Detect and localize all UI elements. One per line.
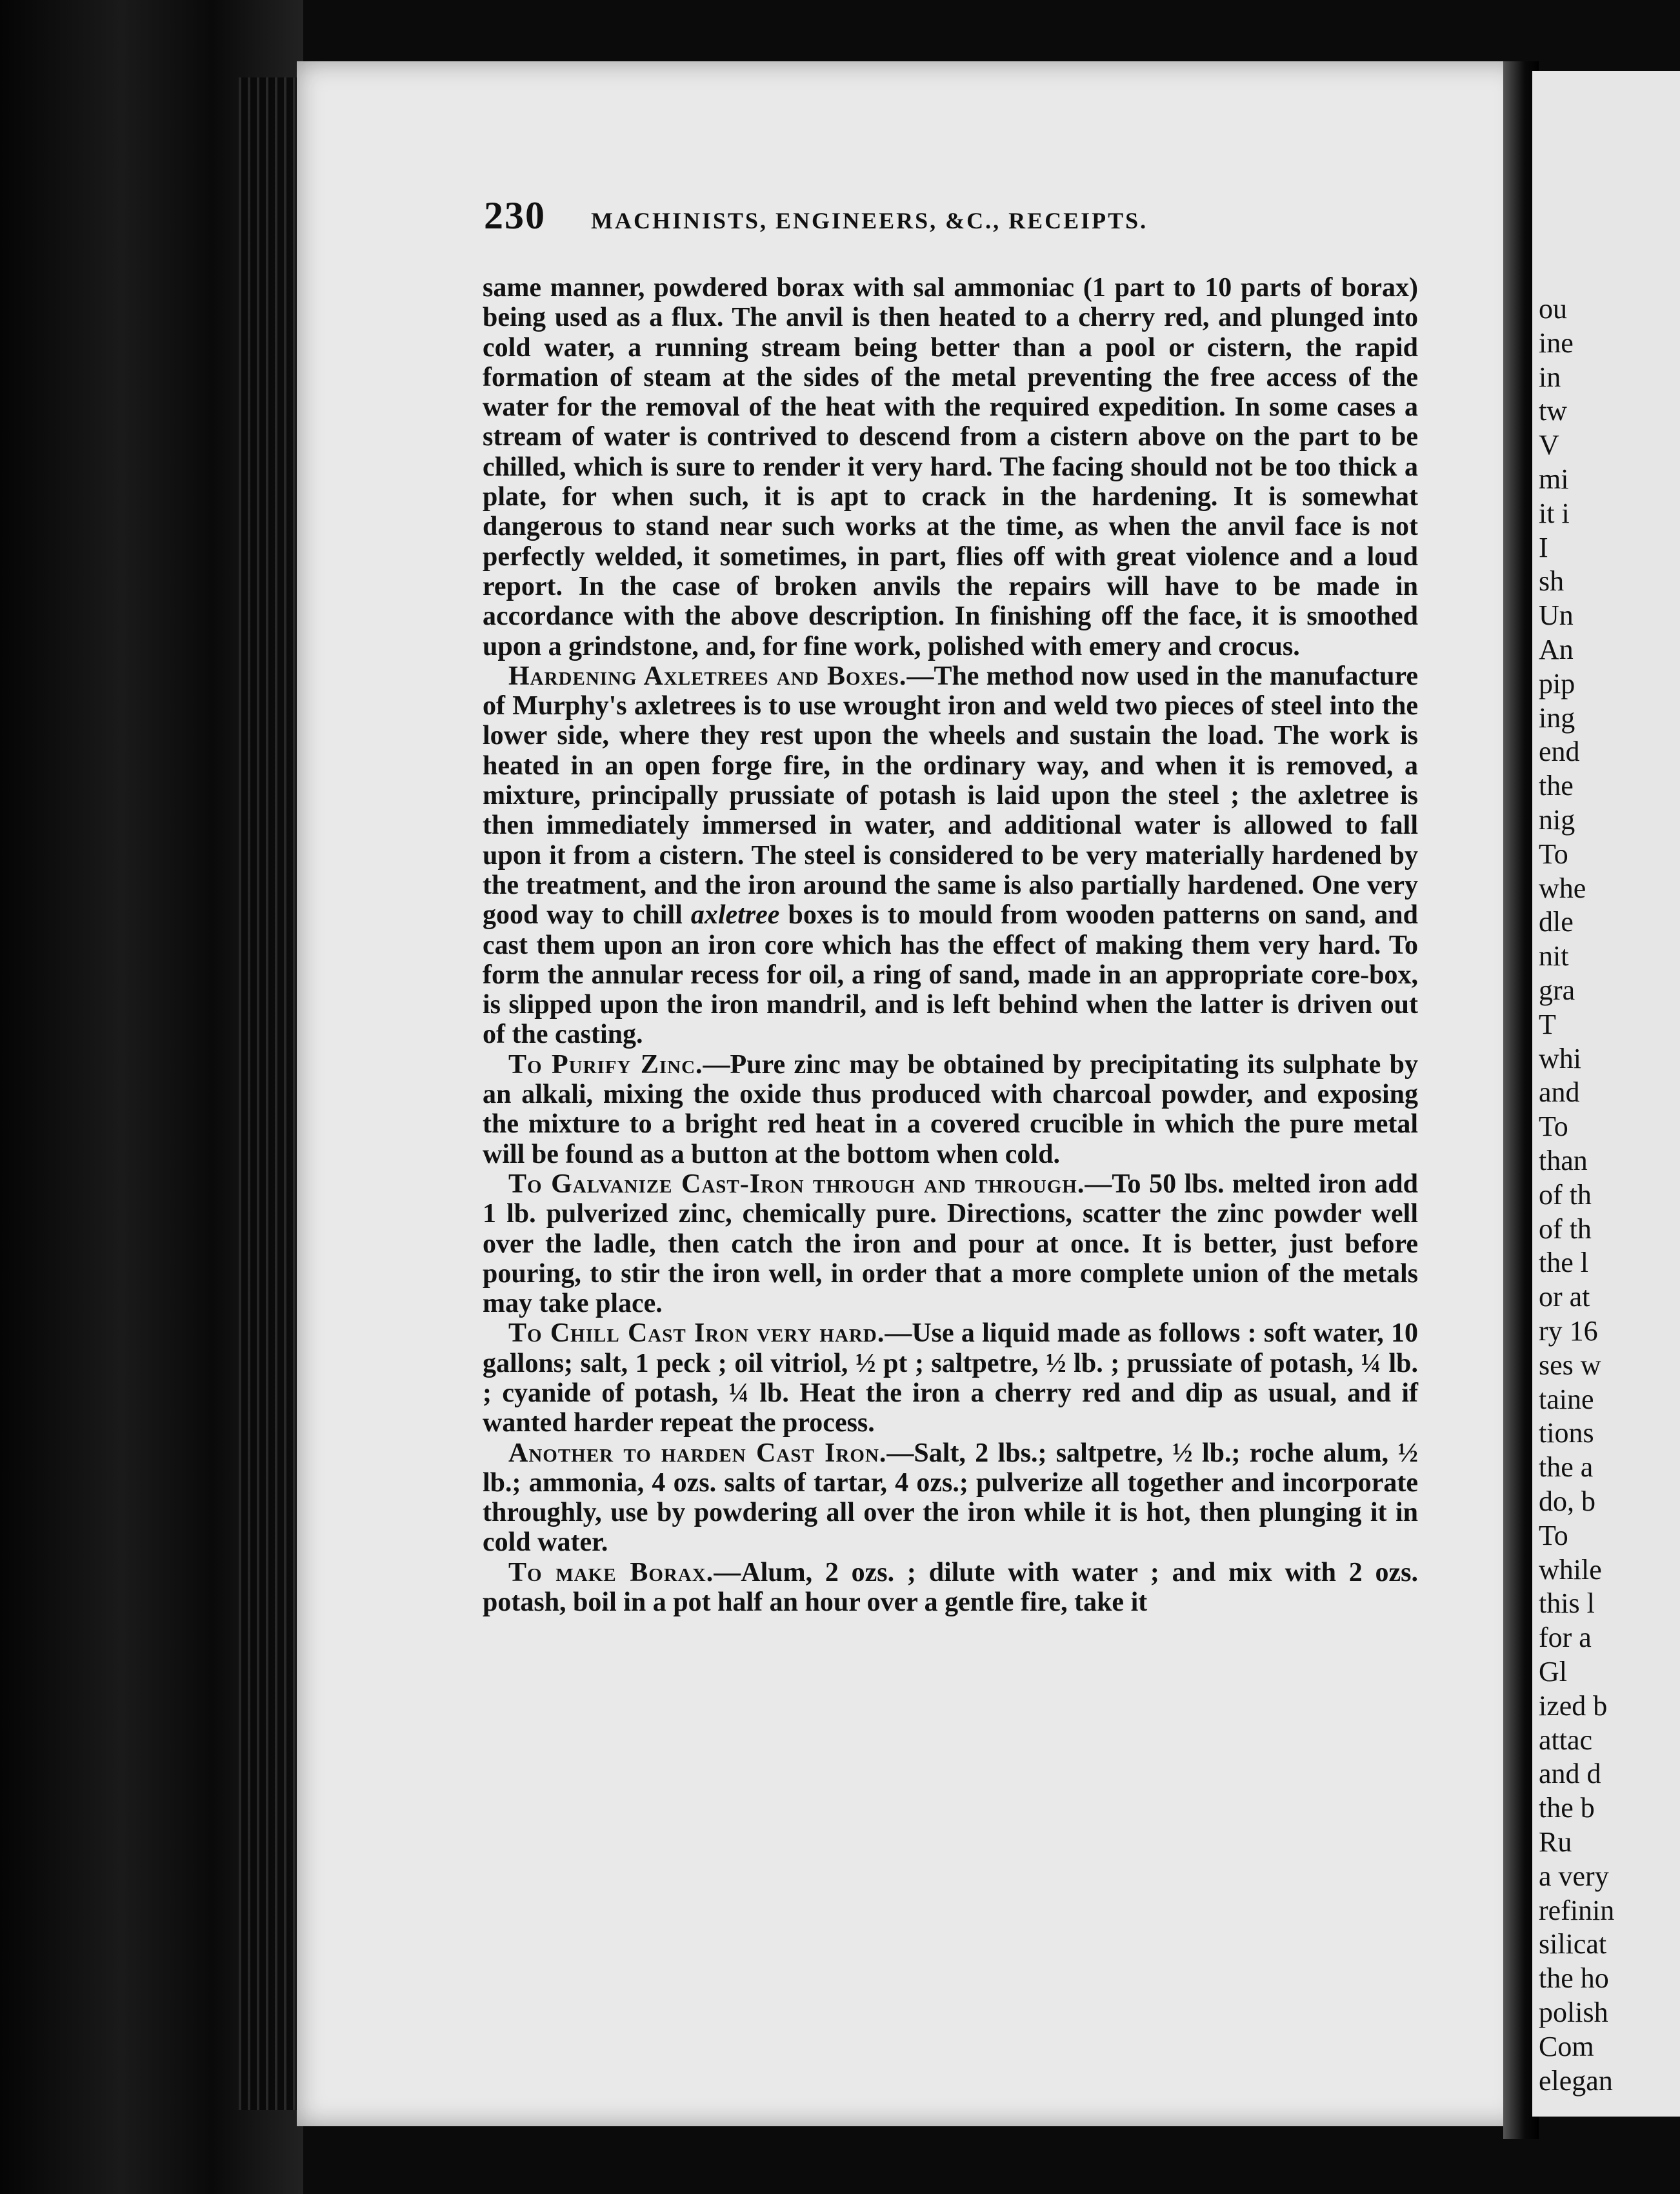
facing-page-fragment: ing — [1539, 701, 1575, 734]
facing-page-fragment: attac — [1539, 1724, 1593, 1756]
page-body — [483, 273, 1418, 1617]
paragraph-anvil-continued — [483, 273, 1418, 661]
paragraph-hardening-axletrees — [483, 661, 1418, 1050]
facing-page-fragment: ized b — [1539, 1689, 1608, 1722]
facing-page-fragment: or at — [1539, 1281, 1590, 1313]
facing-page-fragment: while — [1539, 1553, 1602, 1585]
facing-page-fragment: tions — [1539, 1417, 1594, 1449]
facing-page-fragment: of th — [1539, 1178, 1592, 1211]
facing-page-fragment: polish — [1539, 1997, 1608, 2028]
section-heading: Another to harden Cast Iron. — [508, 1438, 887, 1468]
facing-page-fragment: it i — [1539, 497, 1570, 529]
running-head: MACHINISTS, ENGINEERS, &C., RECEIPTS. — [591, 208, 1148, 234]
facing-page-fragment: ses w — [1539, 1349, 1601, 1381]
facing-page-fragment: and d — [1539, 1758, 1601, 1790]
facing-page-fragment: nit — [1539, 940, 1569, 972]
paragraph-make-borax — [483, 1558, 1418, 1618]
section-heading: To Purify Zinc. — [508, 1049, 703, 1080]
paragraph-text: —Salt, 2 lbs.; saltpetre, ½ lb.; roche alum, ½ lb.; ammonia, 4 ozs. salts of tartar, 4 ozs.; pulverize all together and incorporate throughly, use by powdering all over the iron while it is hot, then plunging it in cold water. — [483, 1438, 1418, 1558]
paragraph-text: same manner, powdered borax with sal ammoniac (1 part to 10 parts of borax) being used as a flux. The anvil is then heated to a cherry red, and plunged into cold water, a running stream being better than a pool or cistern, the rapid formation of steam at the sides of the metal preventing the free access of the water for the removal of the heat with the required expedition. In some cases a stream of water is contrived to descend from a cistern above on the part to be chilled, which is sure to render it very hard. The facing should not be too thick a plate, for when such, it is apt to crack in the hardening. It is somewhat dangerous to stand near such works at the time, as when the anvil face is not perfectly welded, it sometimes, in part, flies off with great violence and a loud report. In the case of broken anvils the repairs will have to be made in accordance with the above description. In finishing off the face, it is smoothed upon a grindstone, and, for fine work, polished with emery and crocus. — [483, 273, 1418, 661]
facing-page-fragment: this l — [1539, 1587, 1595, 1620]
facing-page-fragment: the a — [1539, 1451, 1594, 1484]
facing-page-fragment: mi — [1539, 463, 1569, 495]
facing-page-fragment: To — [1539, 1111, 1568, 1143]
paragraph-galvanize-cast-iron — [483, 1169, 1418, 1318]
facing-page-fragment: gra — [1539, 974, 1575, 1006]
facing-page-fragment: the — [1539, 770, 1574, 802]
facing-page-fragment: and — [1539, 1076, 1580, 1109]
facing-page-fragment: a very — [1539, 1860, 1609, 1892]
facing-page-fragment: whi — [1539, 1042, 1581, 1074]
italic-term: axletree — [690, 900, 780, 931]
paragraph-purify-zinc — [483, 1050, 1418, 1169]
section-heading: To Galvanize Cast-Iron through and through. — [508, 1169, 1085, 1199]
facing-page-fragment: Ru — [1539, 1826, 1572, 1858]
facing-page-fragment: ou — [1539, 293, 1567, 325]
facing-page-fragment: sh — [1539, 565, 1565, 598]
facing-page-fragment: refinin — [1539, 1894, 1615, 1926]
facing-page-fragment: whe — [1539, 872, 1586, 904]
section-heading: Hardening Axletrees and Boxes. — [508, 661, 907, 691]
facing-page-fragment: Un — [1539, 599, 1574, 632]
facing-page-fragment: pip — [1539, 667, 1575, 699]
facing-page — [1532, 71, 1680, 2117]
facing-page-fragment: the b — [1539, 1792, 1595, 1824]
facing-page-fragment: than — [1539, 1145, 1588, 1176]
facing-page-fragment: ry 16 — [1539, 1315, 1598, 1347]
facing-page-fragment: of th — [1539, 1213, 1592, 1245]
binding-page-edges — [239, 77, 297, 2110]
paragraph-harden-cast-iron — [483, 1438, 1418, 1558]
facing-page-fragment: end — [1539, 736, 1580, 768]
section-heading: To Chill Cast Iron very hard. — [508, 1318, 885, 1349]
facing-page-fragment: dle — [1539, 906, 1574, 938]
paragraph-text: —Use a liquid made as follows : soft water, 10 gallons; salt, 1 peck ; oil vitriol, ½ pt ; saltpetre, ½ lb. ; prussiate of potash, ¼ lb. ; cyanide of potash, ¼ lb. Heat the iron a cherry red and dip as usual, and if wanted harder repeat the process. — [483, 1318, 1418, 1438]
facing-page-fragment: An — [1539, 634, 1574, 665]
section-heading: To make Borax. — [508, 1557, 714, 1587]
facing-page-fragment: V — [1539, 429, 1559, 461]
facing-page-fragment: To — [1539, 838, 1568, 870]
facing-page-fragment: I — [1539, 531, 1548, 563]
facing-page-fragment: ine — [1539, 327, 1574, 359]
facing-page-fragment: Gl — [1539, 1656, 1567, 1687]
facing-page-fragment: elegan — [1539, 2064, 1613, 2097]
facing-page-fragment: do, b — [1539, 1485, 1595, 1517]
facing-page-fragment: in — [1539, 361, 1561, 393]
facing-page-fragment: the l — [1539, 1247, 1588, 1279]
paragraph-text-continued: boxes is to mould from wooden patterns on sand, and cast them upon an iron core which has the effect of making them very hard. To form the annular recess for oil, a ring of sand, made in an appropriate core-box, is slipped upon the iron mandril, and is left behind when the latter is driven out of the casting. — [483, 900, 1418, 1050]
facing-page-fragment: To — [1539, 1519, 1568, 1551]
facing-page-fragment: taine — [1539, 1383, 1594, 1415]
facing-page-fragment: for a — [1539, 1622, 1592, 1654]
paragraph-text: —Pure zinc may be obtained by precipitating its sulphate by an alkali, mixing the oxide thus produced with charcoal powder, and exposing the mixture to a bright red heat in a covered crucible in which the pure metal will be found as a button at the bottom when cold. — [483, 1049, 1418, 1169]
facing-page-fragment: Com — [1539, 2030, 1594, 2062]
facing-page-fragment: silicat — [1539, 1928, 1607, 1960]
page-header — [484, 194, 1303, 237]
facing-page-fragment: nig — [1539, 804, 1575, 836]
paragraph-text: —The method now used in the manufacture of Murphy's axletrees is to use wrought iron and weld two pieces of steel into the lower side, where they rest upon the wheels and sustain the load. The work is heated in an open forge fire, in the ordinary way, and when it is removed, a mixture, principally prussiate of potash is laid upon the steel ; the axletree is then immediately immersed in water, and additional water is allowed to fall upon it from a cistern. The steel is considered to be very materially hardened by the treatment, and the iron around the same is also partially hardened. One very good way to chill — [483, 661, 1419, 931]
facing-page-fragment: T — [1539, 1008, 1556, 1040]
paragraph-text: —Alum, 2 ozs. ; dilute with water ; and mix with 2 ozs. potash, boil in a pot half an hour over a gentle fire, take it — [483, 1557, 1418, 1618]
facing-page-fragment: tw — [1539, 395, 1567, 427]
facing-page-fragment: the ho — [1539, 1962, 1609, 1995]
paragraph-text: —To 50 lbs. melted iron add 1 lb. pulverized zinc, chemically pure. Directions, scatter the zinc powder well over the ladle, then catch the iron and pour at once. It is better, just before pouring, to stir the iron well, in order that a more complete union of the metals may take place. — [483, 1169, 1418, 1319]
paragraph-chill-cast-iron — [483, 1318, 1418, 1438]
page-number: 230 — [484, 194, 546, 237]
